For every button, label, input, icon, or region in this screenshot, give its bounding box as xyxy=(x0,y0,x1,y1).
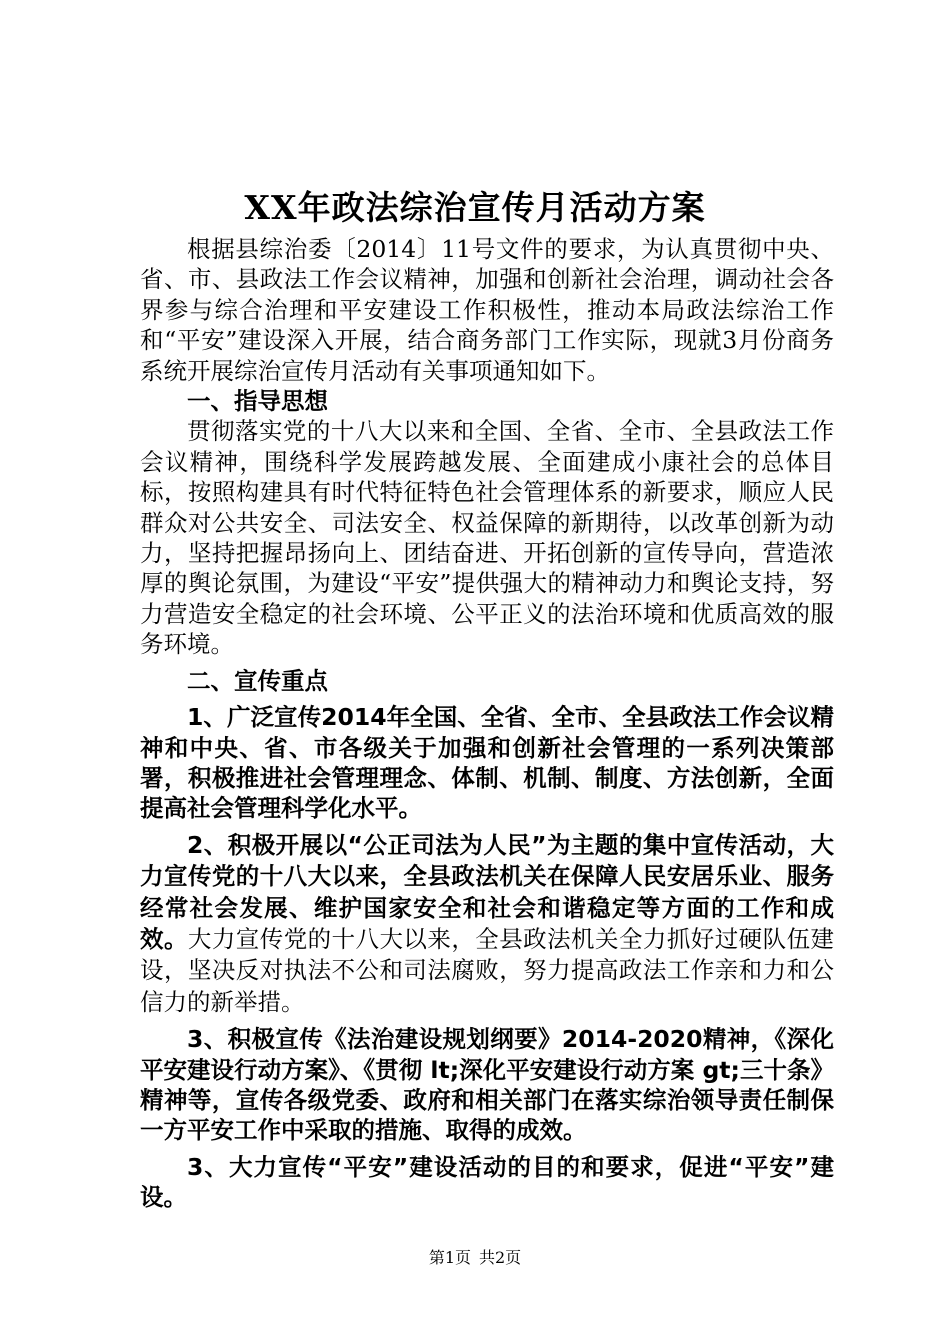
page-number-current: 第1页 xyxy=(428,1248,471,1267)
document-title: XX年政法综治宣传月活动方案 xyxy=(244,188,706,227)
document-body xyxy=(140,234,834,1213)
page-footer xyxy=(0,1247,950,1269)
focus-item-4: 3、大力宣传“平安”建设活动的目的和要求，促进“平安”建设。 xyxy=(140,1152,834,1212)
intro-paragraph: 根据县综治委〔2014〕11号文件的要求，为认真贯彻中央、省、市、县政法工作会议精神，加强和创新社会治理，调动社会各界参与综合治理和平安建设工作积极性，推动本局政法综治工作和“平安”建设深入开展，结合商务部门工作实际，现就3月份商务系统开展综治宣传月活动有关事项通知如下。 xyxy=(140,235,834,385)
focus-item-2-regular-text: 大力宣传党的十八大以来，全县政法机关全力抓好过硬队伍建设，坚决反对执法不公和司法腐败，努力提高政法工作亲和力和公信力的新举措。 xyxy=(140,924,835,1016)
guiding-ideology-paragraph: 贯彻落实党的十八大以来和全国、全省、全市、全县政法工作会议精神，围绕科学发展跨越发展、全面建成小康社会的总体目标，按照构建具有时代特征特色社会管理体系的新要求，顺应人民群众对公共安全、司法安全、权益保障的新期待，以改革创新为动力，坚持把握昂扬向上、团结奋进、开拓创新的宣传导向，营造浓厚的舆论氛围，为建设“平安”提供强大的精神动力和舆论支持，努力营造安全稳定的社会环境、公平正义的法治环境和优质高效的服务环境。 xyxy=(140,417,834,659)
section-heading-publicity-focus: 二、宣传重点 xyxy=(187,666,328,695)
focus-item-3: 3、积极宣传《法治建设规划纲要》2014-2020精神，《深化平安建设行动方案》、《贯彻 lt;深化平安建设行动方案 gt;三十条》精神等，宣传各级党委、政府和相关部门在落实综治领导责任制保一方平安工作中采取的措施、取得的成效。 xyxy=(140,1025,834,1145)
page-number-total: 共2页 xyxy=(479,1248,522,1267)
focus-item-2 xyxy=(140,830,834,1018)
focus-item-2-bold-text: 2、积极开展以“公正司法为人民”为主题的集中宣传活动，大力宣传党的十八大以来，全县政法机关在保障人民安居乐业、服务经常社会发展、维护国家安全和社会和谐稳定等方面的工作和成效。 xyxy=(140,830,834,953)
section-heading-guiding-ideology: 一、指导思想 xyxy=(187,387,328,416)
focus-item-1: 1、广泛宣传2014年全国、全省、全市、全县政法工作会议精神和中央、省、市各级关于加强和创新社会管理的一系列决策部署，积极推进社会管理理念、体制、机制、制度、方法创新，全面提高社会管理科学化水平。 xyxy=(140,703,834,823)
